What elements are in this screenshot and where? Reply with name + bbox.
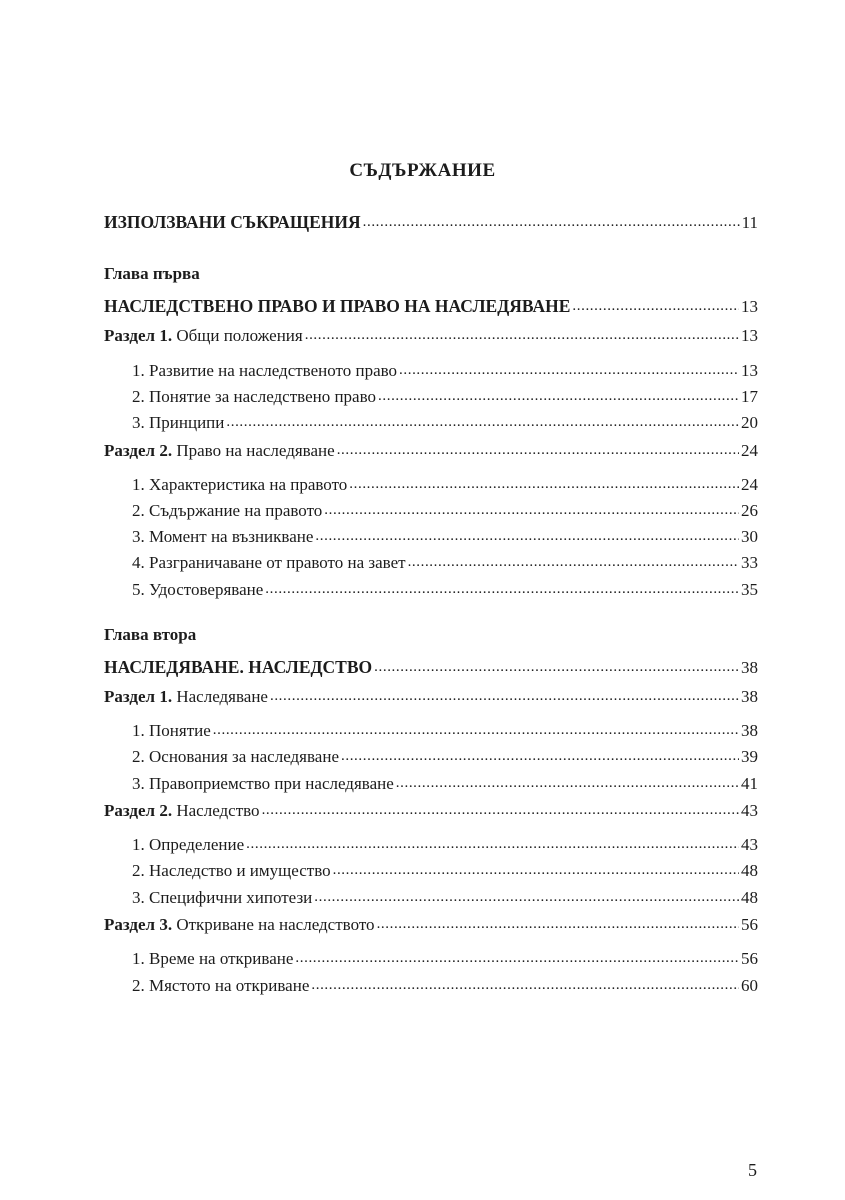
toc-page-number: 38 (741, 687, 758, 706)
dot-leader (315, 528, 739, 542)
toc-entry-item[interactable] (132, 360, 758, 382)
toc-entry-item[interactable] (132, 746, 758, 768)
toc-page-number: 35 (741, 580, 758, 599)
toc-entry-item[interactable] (132, 975, 758, 997)
dot-leader (333, 862, 739, 876)
toc-page-number: 43 (741, 801, 758, 820)
chapter-label: Глава втора (104, 625, 197, 644)
section-prefix: Раздел 1. (104, 687, 173, 706)
toc-entry-label: 1. Характеристика на правото (132, 475, 348, 494)
toc-entry-section[interactable] (104, 440, 758, 462)
dot-leader (314, 889, 739, 903)
toc-entry-label: 2. Наследство и имущество (132, 861, 331, 880)
toc-page-number: 43 (741, 835, 758, 854)
toc-entry-label: ИЗПОЛЗВАНИ СЪКРАЩЕНИЯ (104, 212, 361, 232)
toc-entry-label: 3. Принципи (132, 413, 225, 432)
toc-entry-item[interactable] (132, 860, 758, 882)
dot-leader (341, 748, 739, 762)
toc-entry-label: 3. Правоприемство при наследяване (132, 774, 394, 793)
toc-page-number: 17 (741, 387, 758, 406)
section-title: Наследяване (176, 687, 268, 706)
chapter-label: Глава първа (104, 264, 200, 283)
toc-page-number: 38 (741, 721, 758, 740)
toc-page-number: 48 (741, 861, 758, 880)
toc-page-number: 56 (741, 915, 758, 934)
section-prefix: Раздел 3. (104, 915, 173, 934)
section-prefix: Раздел 2. (104, 441, 173, 460)
toc-page-number: 13 (741, 297, 758, 316)
toc-entry-label: 1. Време на откриване (132, 949, 294, 968)
toc-entry-item[interactable] (132, 579, 758, 601)
toc-entry-label: НАСЛЕДЯВАНЕ. НАСЛЕДСТВО (104, 657, 373, 677)
toc-entry-section[interactable] (104, 914, 758, 936)
dot-leader (337, 442, 739, 456)
dot-leader (270, 688, 739, 702)
toc-entry-item[interactable] (132, 474, 758, 496)
toc-entry-label: 2. Съдържание на правото (132, 501, 323, 520)
toc-page-number: 13 (741, 326, 758, 345)
dot-leader (246, 836, 739, 850)
toc-entry-label: 3. Специфични хипотези (132, 888, 313, 907)
section-title: Откриване на наследството (176, 915, 375, 934)
toc-page-number: 26 (741, 501, 758, 520)
toc-entry-section[interactable] (104, 686, 758, 708)
toc-page-number: 24 (741, 475, 758, 494)
toc-entry-label: 1. Развитие на наследственото право (132, 361, 398, 380)
toc-entry-section[interactable] (104, 800, 758, 822)
toc-page-number: 38 (741, 658, 758, 677)
dot-leader (311, 977, 739, 991)
dot-leader (378, 388, 739, 402)
page-number: 5 (748, 1160, 757, 1180)
toc-entry-label: 2. Основания за наследяване (132, 747, 339, 766)
toc-entry-item[interactable] (132, 720, 758, 742)
toc-entry-chapter-heading[interactable] (104, 295, 758, 318)
dot-leader (295, 950, 739, 964)
toc-entry-label: 2. Мястото на откриване (132, 976, 310, 995)
section-prefix: Раздел 1. (104, 326, 173, 345)
toc-entry-chapter-heading[interactable] (104, 656, 758, 679)
toc-entry-label: 4. Разграничаване от правото на завет (132, 553, 406, 572)
toc-entry-item[interactable] (132, 887, 758, 909)
toc-entry-label: 3. Момент на възникване (132, 527, 314, 546)
dot-leader (265, 581, 739, 595)
section-prefix: Раздел 2. (104, 801, 173, 820)
dot-leader (213, 722, 739, 736)
section-title: Наследство (176, 801, 260, 820)
toc-page-number: 60 (741, 976, 758, 995)
dot-leader (305, 327, 739, 341)
dot-leader (262, 802, 739, 816)
dot-leader (408, 554, 739, 568)
dot-leader (377, 916, 739, 930)
toc-entry-item[interactable] (132, 834, 758, 856)
toc-page-number: 56 (741, 949, 758, 968)
dot-leader (324, 502, 739, 516)
toc-page-number: 33 (741, 553, 758, 572)
toc-entry-item[interactable] (132, 526, 758, 548)
toc-entry-label: 2. Понятие за наследствено право (132, 387, 377, 406)
toc-entry-abbreviations[interactable] (104, 211, 758, 234)
page-title: СЪДЪРЖАНИЕ (349, 160, 496, 181)
toc-entry-item[interactable] (132, 948, 758, 970)
toc-page-number: 24 (741, 441, 758, 460)
dot-leader (349, 476, 739, 490)
toc-entry-item[interactable] (132, 386, 758, 408)
toc-page-number: 13 (741, 361, 758, 380)
toc-entry-label: 5. Удостоверяване (132, 580, 264, 599)
toc-entry-label: 1. Определение (132, 835, 245, 854)
toc-page-number: 48 (741, 888, 758, 907)
toc-entry-item[interactable] (132, 412, 758, 434)
section-title: Общи положения (176, 326, 303, 345)
toc-entry-section[interactable] (104, 325, 758, 347)
toc-entry-item[interactable] (132, 552, 758, 574)
dot-leader (363, 214, 740, 228)
toc-page-number: 30 (741, 527, 758, 546)
toc-entry-label: НАСЛЕДСТВЕНО ПРАВО И ПРАВО НА НАСЛЕДЯВАНЕ (104, 296, 571, 316)
toc-page-number: 39 (741, 747, 758, 766)
toc-entry-item[interactable] (132, 500, 758, 522)
toc-page-number: 11 (741, 213, 758, 232)
dot-leader (226, 414, 739, 428)
section-title: Право на наследяване (176, 441, 335, 460)
toc-entry-item[interactable] (132, 773, 758, 795)
dot-leader (572, 298, 739, 312)
toc-page-number: 41 (741, 774, 758, 793)
toc-entry-label: 1. Понятие (132, 721, 211, 740)
dot-leader (374, 659, 739, 673)
toc-page-number: 20 (741, 413, 758, 432)
dot-leader (399, 362, 739, 376)
dot-leader (396, 775, 739, 789)
